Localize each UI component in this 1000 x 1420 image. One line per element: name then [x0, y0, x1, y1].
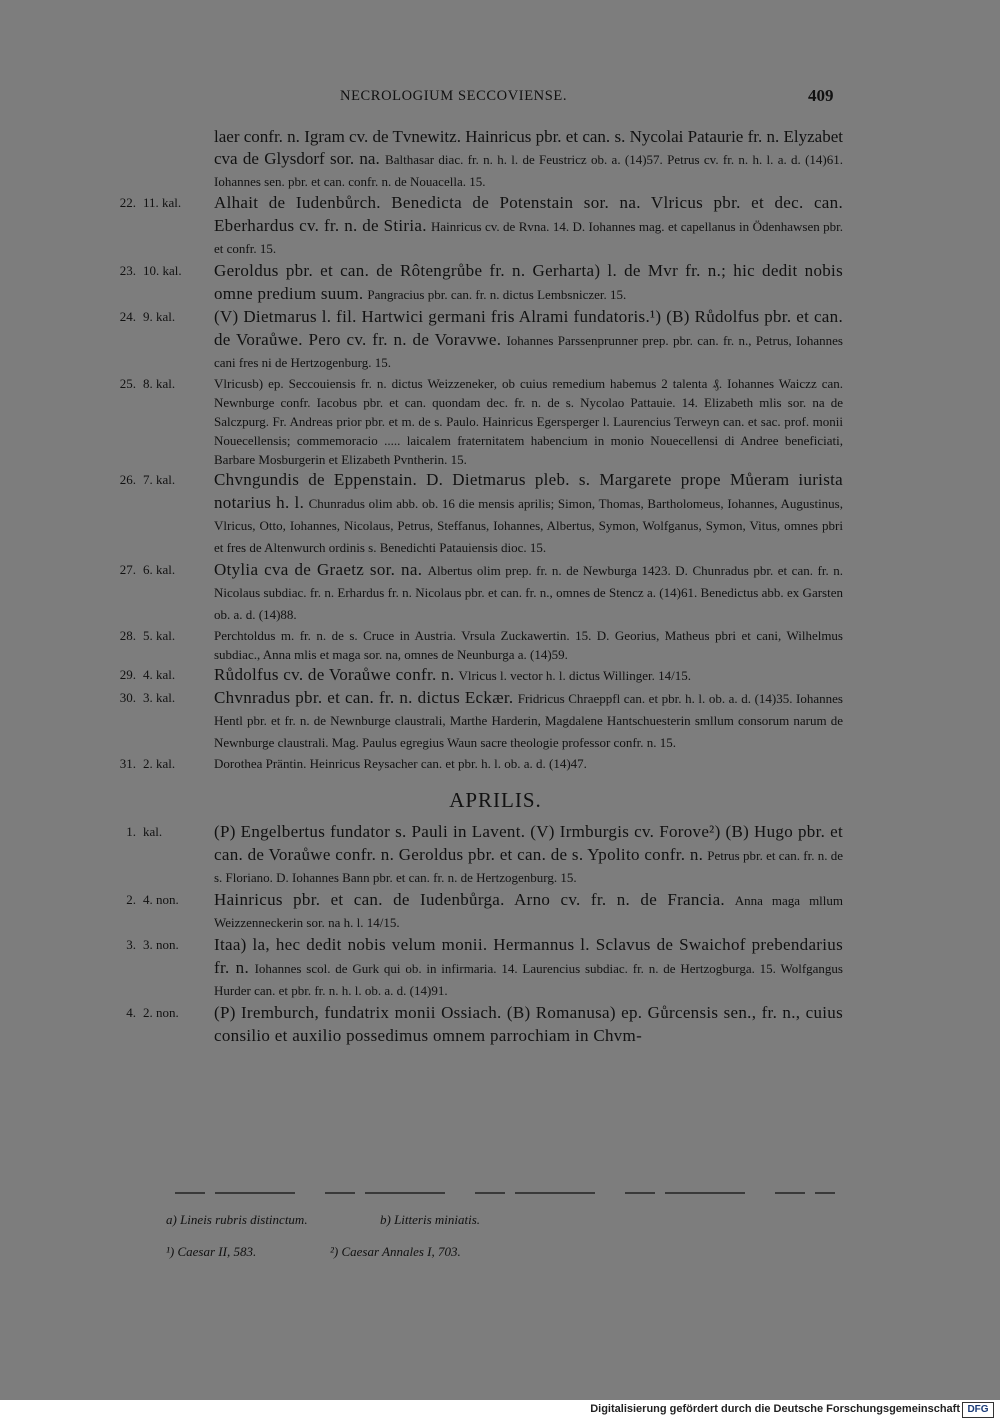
- entry-calendar-date: 5. kal.: [143, 628, 176, 643]
- march-entries: [108, 192, 843, 773]
- necrology-entry: [108, 754, 843, 773]
- entry-later-additions: Albertus olim prep. fr. n. de Newburga 1423. D. Chunradus pbr. et can. fr. n. Nicolaus subdiac. fr. n. Erhardus fr. n. Nicolaus pbr. et can. fr. n., omnes de Stencz a. (14)61. Benedictus abb. ex Garsten ob. a. d. (14)88.: [214, 563, 843, 622]
- entry-later-additions: Vlricusb) ep. Seccouiensis fr. n. dictus Weizzeneker, ob cuius remedium habemus 2 talenta ₰. Iohannes Waiczz can. Newnburge confr. Iacobus pbr. et can. quondam dec. fr. n. de s. Nycolao Pattauie. 14. Elizabeth mlis sor. na de Salczpurg. Fr. Andreas prior pbr. et m. de s. Paulo. Hainricus Egersperger l. Laurencius Terweyn can. et sac. prof. monii Nouecellensis; commemoracio ..... laicalem fraternitatem habencium in monio Nouecellensi di Andree beneficiati, Barbare Mosburgerin et Elizabeth Pvntherin. 15.: [214, 376, 843, 467]
- necrology-entry: [108, 260, 843, 306]
- entry-body: [214, 626, 843, 664]
- necrology-text: [108, 126, 843, 1048]
- entry-calendar-date: 2. kal.: [143, 756, 176, 771]
- entry-day-number: 28.: [119, 628, 136, 643]
- entry-later-additions: Perchtoldus m. fr. n. de s. Cruce in Austria. Vrsula Zuckawertin. 15. D. Georius, Matheus pbri et cani, Wilhelmus subdiac., Anna mlis et maga sor. na, omnes de Neunburga a. (14)59.: [214, 628, 843, 662]
- continuation-small: Balthasar diac. fr. n. h. l. de Feustricz ob. a. (14)57. Petrus cv. fr. n. h. l. a. d. (14)61. Iohannes sen. pbr. et can. confr. n. de Nouacella. 15.: [214, 152, 843, 189]
- entry-body: [214, 664, 843, 687]
- necrology-entry: [108, 687, 843, 754]
- entry-later-additions: Vlricus l. vector h. l. dictus Willinger. 14/15.: [458, 668, 691, 683]
- entry-day-number: 23.: [119, 263, 136, 278]
- entry-body: [214, 469, 843, 559]
- entry-main-text: Alhait de Iudenbůrch. Benedicta de Potenstain sor. na. Vlricus pbr. et dec. can. Eberhardus cv. fr. n. de Stiria.: [214, 193, 843, 235]
- entry-body: [214, 934, 843, 1002]
- entry-day-number: 1.: [126, 824, 136, 839]
- entry-main-text: Růdolfus cv. de Voraůwe confr. n.: [214, 665, 455, 684]
- entry-main-text: (P) Iremburch, fundatrix monii Ossiach. (B) Romanusa) ep. Gůrcensis sen., fr. n., cuius consilio et auxilio possedimus omnem parrochiam in Chvm-: [214, 1003, 843, 1045]
- funding-note: Digitalisierung gefördert durch die Deutsche Forschungsgemeinschaft: [590, 1403, 960, 1415]
- entry-day-number: 4.: [126, 1005, 136, 1020]
- dfg-logo: DFG: [962, 1402, 994, 1418]
- entry-later-additions: Dorothea Präntin. Heinricus Reysacher can. et pbr. h. l. ob. a. d. (14)47.: [214, 756, 587, 771]
- entry-day-number: 27.: [119, 562, 136, 577]
- entry-later-additions: Iohannes scol. de Gurk qui ob. in infirmaria. 14. Laurencius subdiac. fr. n. de Hertzogburga. 15. Wolfgangus Hurder can. et pbr. fr. n. h. l. ob. a. d. (14)91.: [214, 961, 843, 998]
- entry-main-text: (P) Engelbertus fundator s. Pauli in Lavent. (V) Irmburgis cv. Forove²) (B) Hugo pbr. et can. de Voraůwe confr. n. Geroldus pbr. et can. de s. Ypolito confr. n.: [214, 822, 843, 864]
- footnote-b: b) Litteris miniatis.: [380, 1212, 481, 1227]
- entry-calendar-date: 3. kal.: [143, 690, 176, 705]
- necrology-entry: [108, 374, 843, 469]
- entry-main-text: Itaa) la, hec dedit nobis velum monii. Hermannus l. Sclavus de Swaichof prebendarius fr. n.: [214, 935, 843, 977]
- footnote-2: ²) Caesar Annales I, 703.: [330, 1244, 461, 1259]
- necrology-entry: [108, 559, 843, 626]
- section-title: APRILIS.: [449, 788, 542, 812]
- entry-calendar-date: 4. non.: [143, 892, 179, 907]
- entry-body: [214, 687, 843, 754]
- digitization-footer: [0, 1400, 1000, 1420]
- entry-main-text: Geroldus pbr. et can. de Rôtengrůbe fr. n. Gerharta) l. de Mvr fr. n.; hic dedit nobis omne predium suum.: [214, 261, 843, 303]
- continuation-main: laer confr. n. Igram cv. de Tvnewitz. Hainricus pbr. et can. s. Nycolai Pataurie fr. n. Elyzabet cva de Glysdorf sor. na.: [214, 127, 843, 168]
- entry-main-text: Otylia cva de Graetz sor. na.: [214, 560, 423, 579]
- necrology-entry: [108, 821, 843, 889]
- entry-later-additions: Fridricus Chraeppfl can. et pbr. h. l. ob. a. d. (14)35. Iohannes Hentl pbr. et fr. n. de Newnburge claustrali, Marthe Harderin, Magdalene Hantschuesterin smllum consorum narum de Newnburge claustrali. Mag. Paulus egregius Waun sacre theologie professor confr. n. 15.: [214, 691, 843, 750]
- necrology-entry: [108, 934, 843, 1002]
- entry-main-text: Chvnradus pbr. et can. fr. n. dictus Eckær.: [214, 688, 514, 707]
- necrology-entry: [108, 1002, 843, 1048]
- entry-day-number: 31.: [119, 756, 136, 771]
- entry-body: [214, 260, 843, 306]
- entry-later-additions: Hainricus cv. de Rvna. 14. D. Iohannes mag. et capellanus in Ödenhawsen pbr. et confr. 15.: [214, 219, 843, 256]
- entry-body: [214, 821, 843, 889]
- april-entries: [108, 821, 843, 1048]
- page-title: NECROLOGIUM SECCOVIENSE.: [340, 88, 568, 104]
- entry-day-number: 29.: [119, 667, 136, 682]
- necrology-entry: [108, 664, 843, 687]
- necrology-entry: [108, 306, 843, 374]
- entry-body: [214, 754, 843, 773]
- footnote-1: ¹) Caesar II, 583.: [166, 1244, 257, 1259]
- entry-body: [214, 374, 843, 469]
- entry-later-additions: Iohannes Parssenprunner prep. pbr. can. fr. n., Petrus, Iohannes cani fres ni de Hertzogenburg. 15.: [214, 333, 843, 370]
- entry-body: [214, 559, 843, 626]
- entry-main-text: (V) Dietmarus l. fil. Hartwici germani fris Alrami fundatoris.¹) (B) Růdolfus pbr. et can. de Voraůwe. Pero cv. fr. n. de Voravwe.: [214, 307, 843, 349]
- entry-day-number: 26.: [119, 472, 136, 487]
- entry-body: [214, 192, 843, 260]
- page-number: 409: [808, 86, 834, 105]
- entry-day-number: 22.: [119, 195, 136, 210]
- necrology-entry: [108, 889, 843, 934]
- entry-calendar-date: kal.: [143, 824, 163, 839]
- entry-body: [214, 1002, 843, 1048]
- entry-calendar-date: 9. kal.: [143, 309, 176, 324]
- entry-later-additions: Petrus pbr. et can. fr. n. de s. Floriano. D. Iohannes Bann pbr. et can. fr. n. de Hertzogenburg. 15.: [214, 848, 843, 885]
- entry-calendar-date: 3. non.: [143, 937, 179, 952]
- entry-calendar-date: 11. kal.: [143, 195, 182, 210]
- footnote-a: a) Lineis rubris distinctum.: [166, 1212, 308, 1227]
- entry-later-additions: Pangracius pbr. can. fr. n. dictus Lembsniczer. 15.: [367, 287, 627, 302]
- entry-calendar-date: 7. kal.: [143, 472, 176, 487]
- entry-calendar-date: 4. kal.: [143, 667, 176, 682]
- entry-day-number: 25.: [119, 376, 136, 391]
- necrology-entry: [108, 469, 843, 559]
- entry-calendar-date: 10. kal.: [143, 263, 182, 278]
- entry-main-text: Hainricus pbr. et can. de Iudenbůrga. Arno cv. fr. n. de Francia.: [214, 890, 725, 909]
- footnote-rule: [175, 1192, 835, 1194]
- entry-day-number: 30.: [119, 690, 136, 705]
- continuation-paragraph: [108, 126, 843, 192]
- entry-day-number: 24.: [119, 309, 136, 324]
- entry-day-number: 2.: [126, 892, 136, 907]
- entry-main-text: Chvngundis de Eppenstain. D. Dietmarus pleb. s. Margarete prope Můeram iurista notarius h. l.: [214, 470, 843, 512]
- entry-calendar-date: 8. kal.: [143, 376, 176, 391]
- entry-later-additions: Anna maga mllum Weizzenneckerin sor. na h. l. 14/15.: [214, 893, 844, 930]
- entry-day-number: 3.: [126, 937, 136, 952]
- entry-body: [214, 306, 843, 374]
- entry-calendar-date: 6. kal.: [143, 562, 176, 577]
- entry-body: [214, 889, 843, 934]
- entry-later-additions: Chunradus olim abb. ob. 16 die mensis aprilis; Simon, Thomas, Bartholomeus, Iohannes, Augustinus, Vlricus, Otto, Iohannes, Nicolaus, Petrus, Steffanus, Iohannes, Albertus, Symon, Wolfganus, Symon, Vitus, omnes pbri et fres de Altenwurch ordinis s. Benedichti Patauiensis dioc. 15.: [214, 496, 843, 555]
- entry-calendar-date: 2. non.: [143, 1005, 179, 1020]
- running-header: [0, 88, 1000, 114]
- necrology-entry: [108, 626, 843, 664]
- necrology-entry: [108, 192, 843, 260]
